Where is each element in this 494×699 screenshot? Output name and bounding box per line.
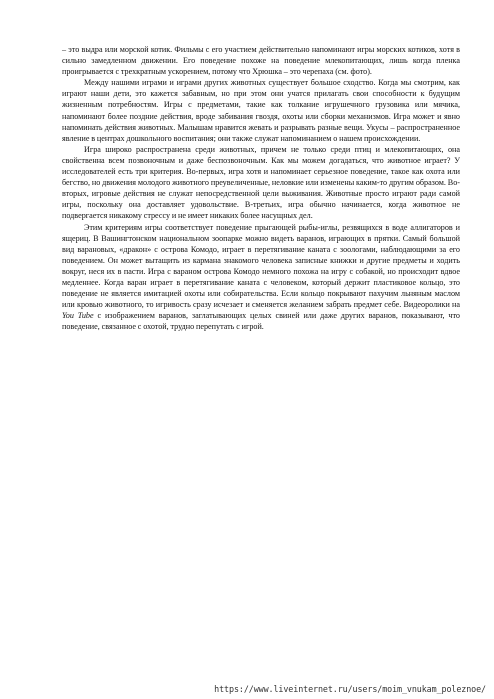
paragraph: [62, 44, 460, 77]
document-body: [62, 44, 460, 332]
paragraph: [62, 222, 460, 333]
source-url-watermark: https://www.liveinternet.ru/users/moim_vnukam_poleznoe/: [214, 684, 486, 694]
paragraph: [62, 144, 460, 222]
paragraph-text: Этим критериям игры соответствует поведение прыгающей рыбы-иглы, резвящихся в воде аллигаторов и ящериц. В Вашингтонском национальном зоопарке можно видеть варанов, играющих в прятки. Самый большой вид варановых, «дракон» с острова Комодо, играет в перетягивание каната с зоологами, наблюдающими за его поведением. Он может вытащить из кармана знакомого человека записные книжки и другие предметы и ходить вокруг, неся их в пасти. Игра с вараном острова Комодо немного похожа на игру с собакой, но происходит вдвое медленнее. Когда варан играет в перетягивание каната с человеком, который держит пластиковое кольцо, это поведение не является имитацией охоты или собирательства. Если кольцо покрывают пахучим льняным маслом или кровью животного, то игривость сразу исчезает и сменяется желанием забрать предмет себе. Видеоролики на: [62, 222, 460, 310]
document-page: [62, 44, 460, 332]
paragraph-text: Игра широко распространена среди животных, причем не только среди птиц и млекопитающих, она свойственна всем позвоночным и даже беспозвоночным. Как мы можем догадаться, что животное играет? У исследователей есть три критерия. Во-первых, игра хотя и напоминает серьезное поведение, такое как охота или бегство, но движения молодого животного преувеличенные, неловкие или изменены каким-то другим образом. Во-вторых, игровые действия не служат непосредственной цели выживания. Животные просто играют ради самой игры, поскольку она доставляет удовольствие. В-третьих, игра обычно начинается, когда животное не подвергается никакому стрессу и не имеет никаких более насущных дел.: [62, 144, 460, 221]
paragraph-text: с изображением варанов, заглатывающих целых свиней или даже других варанов, показывают, что поведение, связанное с охотой, трудно перепутать с игрой.: [62, 311, 460, 332]
paragraph-text: Между нашими играми и играми других животных существует большое сходство. Когда мы смотрим, как играют наши дети, это кажется забавным, но при этом они учатся прилагать свои способности к будущим жизненным потребностям. Игры с предметами, такие как толкание игрушечного грузовика или мячика, напоминают более поздние действия, вроде забивания гвоздя, охоты или сборки механизмов. Игра может и явно напоминать действия животных. Малышам нравится жевать и разрывать разные вещи. Укусы – распространенное явление в центрах дошкольного воспитания; они также служат напоминанием о нашем происхождении.: [62, 78, 460, 143]
italic-text: You Tube: [62, 311, 94, 321]
paragraph-text: – это выдра или морской котик. Фильмы с его участием действительно напоминают игры морских котиков, хотя в сильно замедленном движении. Его поведение похоже на поведение млекопитающих, лишь когда пленка проигрывается с трехкратным ускорением, потому что Хрюшка – это черепаха (см. фото).: [62, 45, 460, 77]
paragraph: [62, 77, 460, 144]
